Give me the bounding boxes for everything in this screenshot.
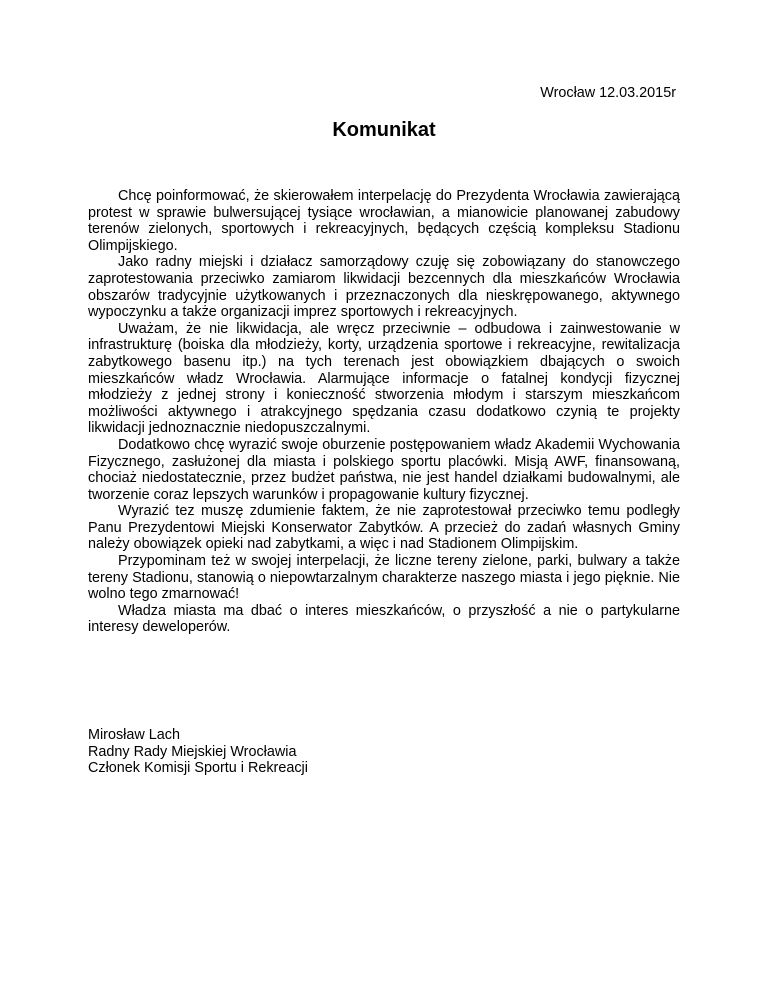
paragraph: Wyrazić tez muszę zdumienie faktem, że nie zaprotestował przeciwko temu podległy Panu Prezydentowi Miejski Konserwator Zabytków. A przecież do zadań własnych Gminy należy obowiązek opieki nad zabytkami, a więc i nad Stadionem Olimpijskim.	[88, 503, 680, 553]
document-body	[88, 188, 680, 636]
signature-block	[88, 727, 308, 777]
paragraph: Władza miasta ma dbać o interes mieszkańców, o przyszłość a nie o partykularne interesy deweloperów.	[88, 602, 680, 636]
paragraph: Chcę poinformować, że skierowałem interpelację do Prezydenta Wrocławia zawierającą protest w sprawie bulwersującej tysiące wrocławian, a mianowicie planowanej zabudowy terenów zielonych, sportowych i rekreacyjnych, będących częścią kompleksu Stadionu Olimpijskiego.	[88, 188, 680, 254]
paragraph: Uważam, że nie likwidacja, ale wręcz przeciwnie – odbudowa i zainwestowanie w infrastrukturę (boiska dla młodzieży, korty, urządzenia sportowe i rekreacyjne, rewitalizacja zabytkowego basenu itp.) na tych terenach jest obowiązkiem dbających o swoich mieszkańców władz Wrocławia. Alarmujące informacje o fatalnej kondycji fizycznej młodzieży z jednej strony i konieczność stworzenia młodym i starszym mieszkańcom możliwości aktywnego i atrakcyjnego spędzania czasu dodatkowo czynią te projekty likwidacji jednoznacznie niedopuszczalnymi.	[88, 320, 680, 437]
signature-position: Członek Komisji Sportu i Rekreacji	[88, 760, 308, 777]
document-title: Komunikat	[332, 119, 436, 141]
paragraph: Przypominam też w swojej interpelacji, że liczne tereny zielone, parki, bulwary a także tereny Stadionu, stanowią o niepowtarzalnym charakterze naszego miasta i jego pięknie. Nie wolno tego zmarnować!	[88, 553, 680, 603]
signature-role: Radny Rady Miejskiej Wrocławia	[88, 743, 297, 760]
date-line: Wrocław 12.03.2015r	[540, 85, 676, 101]
signature-name: Mirosław Lach	[88, 727, 180, 743]
paragraph: Dodatkowo chcę wyrazić swoje oburzenie postępowaniem władz Akademii Wychowania Fizycznego, zasłużonej dla miasta i polskiego sportu placówki. Misją AWF, finansowaną, chociaż niedostatecznie, przez budżet państwa, nie jest handel działkami budowalnymi, ale tworzenie coraz lepszych warunków i propagowanie kultury fizycznej.	[88, 436, 680, 503]
paragraph: Jako radny miejski i działacz samorządowy czuję się zobowiązany do stanowczego zaprotestowania przeciwko zamiarom likwidacji bezcennych dla mieszkańców Wrocławia obszarów tradycyjnie użytkowanych i przeznaczonych dla nieskrępowanego, aktywnego wypoczynku a także organizacji imprez sportowych i rekreacyjnych.	[88, 254, 680, 321]
